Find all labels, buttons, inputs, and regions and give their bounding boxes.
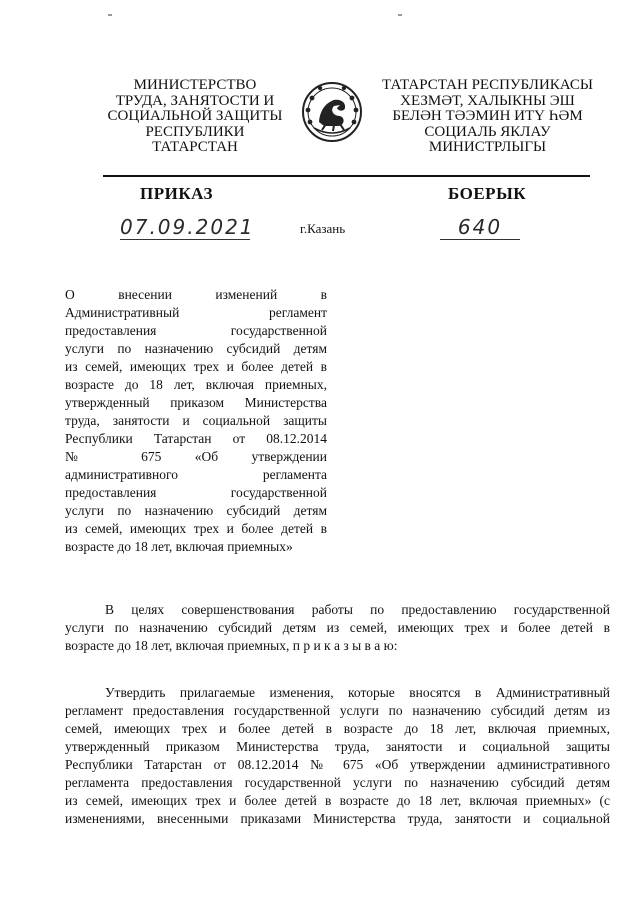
ministry-name-tt-line: БЕЛӘН ТӘЭМИН ИТҮ ҺӘМ xyxy=(392,108,583,124)
order-title-ru: ПРИКАЗ xyxy=(140,184,213,203)
ministry-name-ru-line: ТРУДА, ЗАНЯТОСТИ И xyxy=(115,92,275,109)
subject-line: Административный регламент xyxy=(65,305,327,320)
subject-line: О внесении изменений в xyxy=(65,287,327,302)
preamble-paragraph xyxy=(65,601,610,655)
subject-line: труда, занятости и социальной защиты xyxy=(65,413,327,428)
subject-line: из семей, имеющих трех и более детей в xyxy=(65,521,327,536)
paragraph-line: возрасте до 18 лет, включая приемных, п р и к а з ы в а ю: xyxy=(65,638,398,653)
subject-line: № 675 «Об утверждении xyxy=(65,449,327,464)
scan-speck xyxy=(108,14,112,16)
subject-line: возрасте до 18 лет, включая приемных» xyxy=(65,539,293,554)
paragraph-line: изменениями, внесенными приказами Министерства труда, занятости и социальной xyxy=(65,811,610,826)
paragraph-line: из семей, имеющих трех и более детей в возрасте до 18 лет, включая приемных» (с xyxy=(65,793,610,808)
paragraph-line: регламента предоставления государственной услуги по назначению субсидий детям xyxy=(65,775,610,790)
tatarstan-emblem-icon xyxy=(300,78,364,146)
subject-line: административного регламента xyxy=(65,467,327,482)
subject-line: утвержденный приказом Министерства xyxy=(65,395,327,410)
order-title-tt: БОЕРЫК xyxy=(448,184,527,203)
ministry-name-tt-line: ХЕЗМӘТ, ХАЛЫКНЫ ЭШ xyxy=(400,92,575,109)
order-number: 640 xyxy=(440,215,520,240)
header-divider xyxy=(103,175,590,177)
subject-line: услуги по назначению субсидий детям xyxy=(65,341,327,356)
order-body-paragraph xyxy=(65,684,610,828)
ministry-name-ru-line: МИНИСТЕРСТВО xyxy=(133,77,257,93)
subject-line: возрасте до 18 лет, включая приемных, xyxy=(65,377,327,392)
subject-line: предоставления государственной xyxy=(65,323,327,338)
order-subject xyxy=(65,286,327,556)
ministry-name-ru xyxy=(80,78,310,156)
ministry-name-ru-line: ТАТАРСТАН xyxy=(152,139,238,155)
paragraph-line: семей, имеющих трех и более детей в возрасте до 18 лет, включая приемных, xyxy=(65,721,610,736)
subject-line: Республики Татарстан от 08.12.2014 xyxy=(65,431,327,446)
paragraph-line: утвержденный приказом Министерства труда, занятости и социальной защиты xyxy=(65,739,610,754)
ministry-name-tt xyxy=(360,78,615,156)
paragraph-line: регламент предоставления государственной услуги по назначению субсидий детям из xyxy=(65,703,610,718)
ministry-name-tt-line: МИНИСТРЛЫГЫ xyxy=(428,139,547,155)
subject-line: из семей, имеющих трех и более детей в xyxy=(65,359,327,374)
subject-line: предоставления государственной xyxy=(65,485,327,500)
scan-speck xyxy=(398,14,402,16)
ministry-name-ru-line: РЕСПУБЛИКИ xyxy=(145,123,245,140)
order-date: 07.09.2021 xyxy=(120,215,255,239)
order-city: г.Казань xyxy=(300,221,346,236)
paragraph-line: Республики Татарстан от 08.12.2014 № 675 «Об утверждении административного xyxy=(65,757,610,772)
paragraph-line: услуги по назначению субсидий детям из семей, имеющих трех и более детей в xyxy=(65,620,610,635)
ministry-name-tt-line: СОЦИАЛЬ ЯКЛАУ xyxy=(424,123,551,140)
paragraph-line: В целях совершенствования работы по предоставлению государственной xyxy=(105,602,610,617)
ministry-name-tt-line: ТАТАРСТАН РЕСПУБЛИКАСЫ xyxy=(382,77,593,93)
paragraph-line: Утвердить прилагаемые изменения, которые вносятся в Административный xyxy=(105,685,610,700)
ministry-name-ru-line: СОЦИАЛЬНОЙ ЗАЩИТЫ xyxy=(107,108,283,124)
subject-line: услуги по назначению субсидий детям xyxy=(65,503,327,518)
